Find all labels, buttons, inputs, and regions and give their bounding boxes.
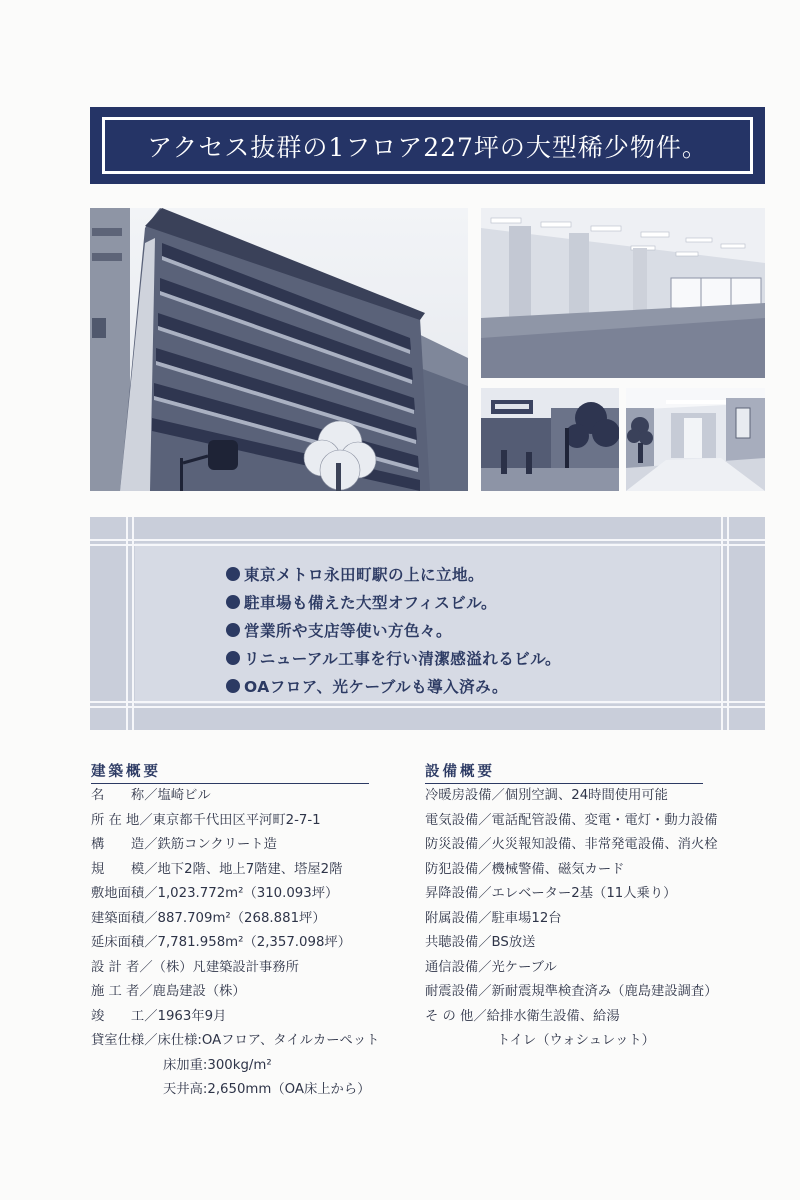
- spec-row: 名 称／塩崎ビル: [91, 784, 379, 809]
- spec-row: 附属設備／駐車場12台: [425, 907, 718, 932]
- spec-row: 通信設備／光ケーブル: [425, 956, 718, 981]
- feature-item: [226, 645, 561, 673]
- spec-value: 1,023.772m²（310.093坪）: [157, 886, 339, 901]
- spec-row: 規 模／地下2階、地上7階建、塔屋2階: [91, 858, 379, 883]
- bullet-icon: [226, 679, 240, 693]
- spec-label: 冷暖房設備: [425, 788, 492, 803]
- spec-value: 駐車場12台: [491, 910, 562, 926]
- panel-rule: [90, 701, 765, 703]
- spec-value: 地下2階、地上7階建、塔屋2階: [157, 861, 343, 877]
- spec-row: 設 計 者／（株）凡建築設計事務所: [91, 956, 379, 981]
- spec-value: 塩崎ビル: [157, 788, 211, 803]
- spec-label: 共聴設備: [425, 935, 479, 950]
- spec-label: 通信設備: [425, 959, 479, 975]
- spec-value: 7,781.958m²（2,357.098坪）: [157, 935, 352, 950]
- banner-title: アクセス抜群の1フロア227坪の大型稀少物件。: [147, 132, 708, 162]
- feature-text: 東京メトロ永田町駅の上に立地。: [244, 566, 485, 584]
- feature-text: OAフロア、光ケーブルも導入済み。: [244, 678, 509, 696]
- panel-rule: [90, 539, 765, 541]
- spec-label: 名 称: [91, 788, 145, 803]
- building-overview-heading: 建築概要: [91, 760, 369, 784]
- panel-rule: [132, 517, 134, 730]
- spec-row: 電気設備／電話配管設備、変電・電灯・動力設備: [425, 809, 718, 834]
- spec-label: 構 造: [91, 837, 145, 852]
- spec-label: 設 計 者: [91, 959, 140, 975]
- spec-value: （株）凡建築設計事務所: [152, 959, 299, 975]
- spec-continuation: 床加重:300kg/m²: [163, 1057, 272, 1073]
- banner-frame: [102, 117, 753, 174]
- feature-text: 駐車場も備えた大型オフィスビル。: [244, 594, 498, 612]
- panel-rule: [727, 517, 729, 730]
- feature-item: [226, 589, 561, 617]
- spec-value: 鉄筋コンクリート造: [157, 837, 277, 852]
- feature-item: [226, 673, 561, 701]
- spec-label: 防犯設備: [425, 861, 479, 877]
- spec-label: 耐震設備: [425, 984, 479, 999]
- spec-value: 電話配管設備、変電・電灯・動力設備: [491, 812, 718, 828]
- spec-label: 附属設備: [425, 910, 479, 926]
- entrance-photo: [481, 388, 619, 491]
- spec-value: エレベーター2基（11人乗り）: [491, 886, 677, 901]
- panel-rule: [126, 517, 128, 730]
- spec-value: 火災報知設備、非常発電設備、消火栓: [491, 837, 718, 852]
- spec-row: 冷暖房設備／個別空調、24時間使用可能: [425, 784, 718, 809]
- spec-label: 所 在 地: [91, 812, 140, 828]
- spec-value: 887.709m²（268.881坪）: [157, 910, 326, 926]
- office-interior-photo: [481, 208, 765, 378]
- feature-text: 営業所や支店等使い方色々。: [244, 622, 453, 640]
- spec-row: 延床面積／7,781.958m²（2,357.098坪）: [91, 931, 379, 956]
- spec-value: 給排水衛生設備、給湯: [486, 1008, 620, 1024]
- spec-label: 昇降設備: [425, 886, 479, 901]
- spec-label: そ の 他: [425, 1008, 474, 1024]
- spec-label: 敷地面積: [91, 886, 145, 901]
- feature-item: [226, 617, 561, 645]
- spec-label: 貸室仕様: [91, 1033, 145, 1048]
- spec-value: 光ケーブル: [491, 959, 557, 975]
- feature-item: [226, 561, 561, 589]
- bullet-icon: [226, 567, 240, 581]
- spec-label: 防災設備: [425, 837, 479, 852]
- spec-row: 防犯設備／機械警備、磁気カード: [425, 858, 718, 883]
- spec-value: 鹿島建設（株）: [152, 984, 246, 999]
- spec-row: 敷地面積／1,023.772m²（310.093坪）: [91, 882, 379, 907]
- spec-row: 建築面積／887.709m²（268.881坪）: [91, 907, 379, 932]
- bullet-icon: [226, 651, 240, 665]
- panel-rule: [90, 706, 765, 708]
- spec-label: 電気設備: [425, 812, 479, 828]
- spec-row: 貸室仕様／床仕様:OAフロア、タイルカーペット: [91, 1029, 379, 1054]
- spec-value: 機械警備、磁気カード: [491, 861, 625, 877]
- lobby-photo: [626, 388, 765, 491]
- building-spec-list: [91, 784, 379, 1103]
- bullet-icon: [226, 595, 240, 609]
- spec-row: 耐震設備／新耐震規準検査済み（鹿島建設調査）: [425, 980, 718, 1005]
- spec-row: 昇降設備／エレベーター2基（11人乗り）: [425, 882, 718, 907]
- panel-rule: [90, 544, 765, 546]
- spec-value: 東京都千代田区平河町2-7-1: [152, 812, 321, 828]
- spec-continuation: 天井高:2,650mm（OA床上から）: [163, 1082, 371, 1097]
- feature-list: [226, 561, 561, 701]
- spec-label: 延床面積: [91, 935, 145, 950]
- spec-value: 1963年9月: [157, 1008, 227, 1024]
- spec-row: そ の 他／給排水衛生設備、給湯: [425, 1005, 718, 1030]
- spec-row: 共聴設備／BS放送: [425, 931, 718, 956]
- spec-value: BS放送: [491, 935, 536, 950]
- spec-value: 新耐震規準検査済み（鹿島建設調査）: [491, 984, 718, 999]
- spec-row: 防災設備／火災報知設備、非常発電設備、消火栓: [425, 833, 718, 858]
- spec-row: 構 造／鉄筋コンクリート造: [91, 833, 379, 858]
- panel-rule: [721, 517, 723, 730]
- spec-label: 規 模: [91, 861, 145, 877]
- headline-banner: [90, 107, 765, 184]
- spec-label: 施 工 者: [91, 984, 140, 999]
- bullet-icon: [226, 623, 240, 637]
- spec-row: 竣 工／1963年9月: [91, 1005, 379, 1030]
- features-panel: [90, 517, 765, 730]
- feature-text: リニューアル工事を行い清潔感溢れるビル。: [244, 650, 562, 668]
- spec-row: 所 在 地／東京都千代田区平河町2-7-1: [91, 809, 379, 834]
- spec-row: 施 工 者／鹿島建設（株）: [91, 980, 379, 1005]
- building-exterior-photo: [90, 208, 468, 491]
- equipment-overview-heading: 設備概要: [425, 760, 703, 784]
- spec-value: 個別空調、24時間使用可能: [504, 788, 668, 803]
- spec-value: 床仕様:OAフロア、タイルカーペット: [157, 1033, 380, 1048]
- spec-label: 竣 工: [91, 1008, 145, 1024]
- spec-label: 建築面積: [91, 910, 145, 926]
- equipment-spec-list: [425, 784, 718, 1054]
- spec-continuation: トイレ（ウォシュレット）: [497, 1033, 655, 1048]
